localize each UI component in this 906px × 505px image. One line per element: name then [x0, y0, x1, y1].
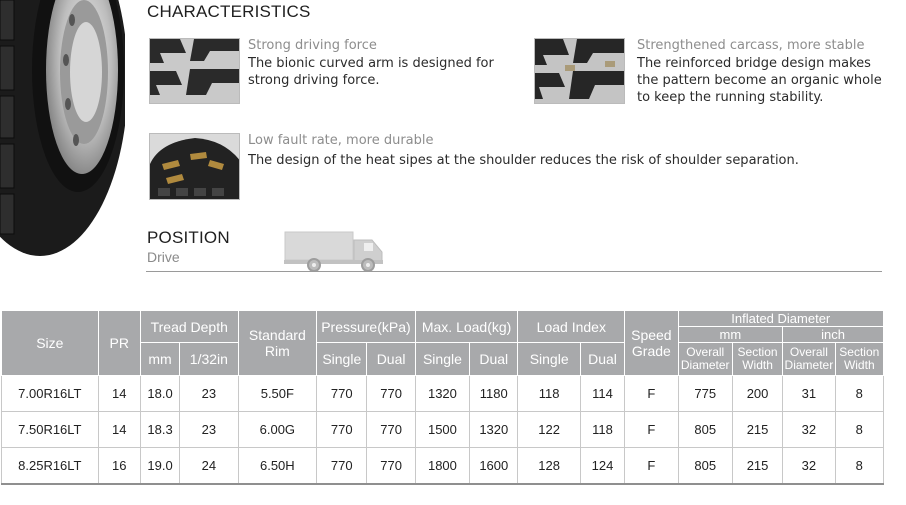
- truck-icon: [284, 230, 384, 272]
- table-cell: 1800: [415, 448, 469, 484]
- table-cell: 23: [180, 376, 238, 412]
- table-row: [2, 412, 884, 448]
- table-row: [2, 376, 884, 412]
- section-l1: Section: [737, 345, 778, 359]
- table-cell: 118: [580, 412, 624, 448]
- divider: [146, 271, 882, 272]
- table-cell: F: [625, 448, 678, 484]
- table-cell: 18.0: [140, 376, 179, 412]
- rim-line1: Standard: [248, 327, 306, 343]
- tread-pattern-image-1: [149, 38, 240, 104]
- col-index-single: Single: [518, 343, 580, 376]
- table-row: [2, 448, 884, 484]
- rim-line2: Rim: [264, 343, 290, 359]
- table-cell: F: [625, 412, 678, 448]
- table-cell: 32: [783, 412, 835, 448]
- overall-l1: Overall: [789, 345, 828, 359]
- tread-pattern-image-2: [534, 38, 625, 104]
- table-cell: 5.50F: [238, 376, 317, 412]
- position-title: POSITION: [147, 228, 230, 247]
- feature-2-description: [637, 55, 887, 106]
- feature-3-subtitle: Low fault rate, more durable: [248, 133, 434, 148]
- table-cell: 24: [180, 448, 238, 484]
- col-inflated-inch: inch: [783, 327, 884, 343]
- table-cell: 1500: [415, 412, 469, 448]
- col-tread-32in: 1/32in: [180, 343, 238, 376]
- col-inflated-mm: mm: [678, 327, 783, 343]
- table-cell: 1600: [470, 448, 518, 484]
- overall-l2: Diameter: [784, 358, 834, 372]
- overall-l1: Overall: [686, 345, 725, 359]
- table-cell: 215: [732, 448, 782, 484]
- feature-1-description: [248, 55, 528, 89]
- table-cell: 8: [835, 412, 883, 448]
- table-cell: 7.00R16LT: [2, 376, 99, 412]
- col-tread-depth: Tread Depth: [140, 311, 238, 343]
- col-size: Size: [2, 311, 99, 376]
- table-cell: 8: [835, 448, 883, 484]
- col-mm-overall: [678, 343, 732, 376]
- table-cell: 770: [317, 376, 367, 412]
- table-cell: 14: [98, 376, 140, 412]
- table-cell: 114: [580, 376, 624, 412]
- table-cell: 805: [678, 448, 732, 484]
- col-pressure-single: Single: [317, 343, 367, 376]
- tire-image: [0, 0, 125, 256]
- table-cell: 32: [783, 448, 835, 484]
- table-cell: 122: [518, 412, 580, 448]
- col-max-load: Max. Load(kg): [415, 311, 518, 343]
- col-mm-section: [732, 343, 782, 376]
- position-value: Drive: [147, 249, 180, 265]
- feature-3-line-1: The design of the heat sipes at the shoulder reduces the risk of shoulder separation.: [248, 153, 799, 168]
- spec-table: [1, 310, 884, 485]
- table-cell: 770: [367, 448, 415, 484]
- col-pr: PR: [98, 311, 140, 376]
- table-cell: 200: [732, 376, 782, 412]
- table-cell: 215: [732, 412, 782, 448]
- speed-line1: Speed: [631, 327, 672, 343]
- overall-l2: Diameter: [680, 358, 730, 372]
- feature-1-line-2: strong driving force.: [248, 73, 380, 88]
- table-cell: 1180: [470, 376, 518, 412]
- col-load-single: Single: [415, 343, 469, 376]
- table-cell: 7.50R16LT: [2, 412, 99, 448]
- feature-1-subtitle: Strong driving force: [248, 38, 377, 53]
- feature-2-line-2: the pattern become an organic whole: [637, 73, 882, 88]
- table-cell: 1320: [470, 412, 518, 448]
- col-load-index: Load Index: [518, 311, 625, 343]
- col-pressure-dual: Dual: [367, 343, 415, 376]
- speed-line2: Grade: [631, 343, 671, 359]
- table-cell: 770: [367, 376, 415, 412]
- table-cell: 6.50H: [238, 448, 317, 484]
- table-cell: 18.3: [140, 412, 179, 448]
- col-inch-overall: [783, 343, 835, 376]
- table-cell: 6.00G: [238, 412, 317, 448]
- feature-2-line-1: The reinforced bridge design makes: [637, 56, 871, 71]
- col-load-dual: Dual: [470, 343, 518, 376]
- table-cell: 31: [783, 376, 835, 412]
- table-cell: 8: [835, 376, 883, 412]
- characteristics-title: CHARACTERISTICS: [147, 2, 311, 21]
- col-inch-section: [835, 343, 883, 376]
- section-l2: Width: [742, 358, 773, 372]
- table-cell: 19.0: [140, 448, 179, 484]
- table-cell: 16: [98, 448, 140, 484]
- table-cell: 14: [98, 412, 140, 448]
- table-cell: 8.25R16LT: [2, 448, 99, 484]
- table-cell: 118: [518, 376, 580, 412]
- table-cell: 770: [367, 412, 415, 448]
- feature-3-description: [248, 152, 878, 169]
- table-cell: 1320: [415, 376, 469, 412]
- section-l1: Section: [839, 345, 880, 359]
- table-cell: 770: [317, 448, 367, 484]
- col-standard-rim: [238, 311, 317, 376]
- col-speed-grade: [625, 311, 678, 376]
- col-pressure: Pressure(kPa): [317, 311, 416, 343]
- feature-2-subtitle: Strengthened carcass, more stable: [637, 38, 865, 53]
- section-l2: Width: [843, 358, 875, 372]
- shoulder-sipes-image: [149, 133, 240, 200]
- table-cell: 770: [317, 412, 367, 448]
- table-cell: 775: [678, 376, 732, 412]
- table-cell: F: [625, 376, 678, 412]
- col-tread-mm: mm: [140, 343, 179, 376]
- table-cell: 128: [518, 448, 580, 484]
- table-cell: 124: [580, 448, 624, 484]
- col-index-dual: Dual: [580, 343, 624, 376]
- table-cell: 805: [678, 412, 732, 448]
- feature-1-line-1: The bionic curved arm is designed for: [248, 56, 494, 71]
- table-cell: 23: [180, 412, 238, 448]
- col-inflated-diameter: Inflated Diameter: [678, 311, 883, 327]
- feature-2-line-3: to keep the running stability.: [637, 90, 824, 105]
